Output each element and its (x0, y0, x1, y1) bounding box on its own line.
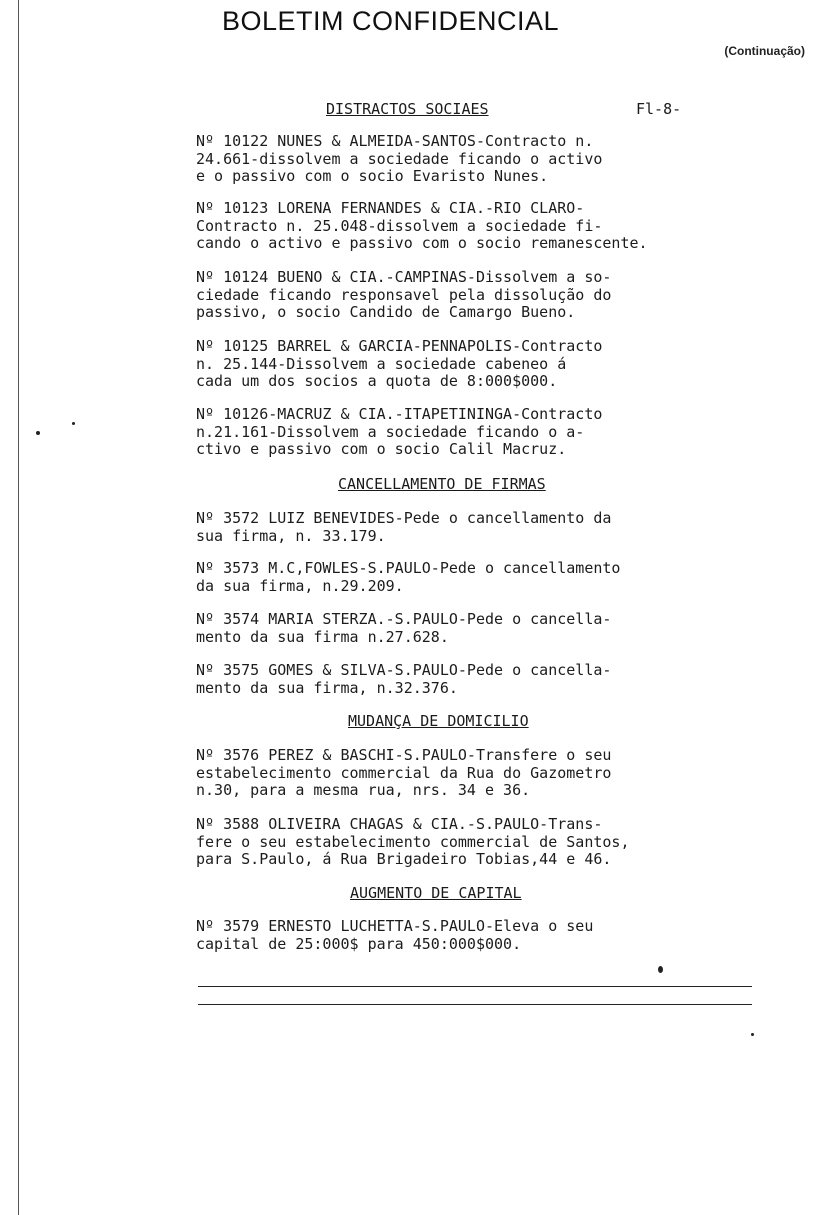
left-margin-line (18, 0, 19, 1215)
section-heading-cancellamento: CANCELLAMENTO DE FIRMAS (338, 475, 546, 493)
list-item: Nº 3579 ERNESTO LUCHETTA-S.PAULO-Eleva o seu capital de 25:000$ para 450:000$000. (196, 917, 594, 953)
list-item: Nº 3572 LUIZ BENEVIDES-Pede o cancellamento da sua firma, n. 33.179. (196, 509, 612, 545)
list-item: Nº 3576 PEREZ & BASCHI-S.PAULO-Transfere o seu estabelecimento commercial da Rua do Gazometro n.30, para a mesma rua, nrs. 34 e 36. (196, 746, 612, 799)
list-item: Nº 3575 GOMES & SILVA-S.PAULO-Pede o cancella- mento da sua firma, n.32.376. (196, 661, 612, 697)
list-item: Nº 10125 BARREL & GARCIA-PENNAPOLIS-Contracto n. 25.144-Dissolvem a sociedade cabeneo á cada um dos socios a quota de 8:000$000. (196, 337, 603, 390)
divider (198, 986, 752, 987)
list-item: Nº 3588 OLIVEIRA CHAGAS & CIA.-S.PAULO-Trans- fere o seu estabelecimento commercial de Santos, para S.Paulo, á Rua Brigadeiro Tobias,44 e 46. (196, 815, 630, 868)
list-item: Nº 3574 MARIA STERZA.-S.PAULO-Pede o cancella- mento da sua firma n.27.628. (196, 610, 612, 646)
scan-speck (658, 966, 663, 973)
list-item: Nº 10126-MACRUZ & CIA.-ITAPETININGA-Contracto n.21.161-Dissolvem a sociedade ficando o a- ctivo e passivo com o socio Calil Macruz. (196, 405, 603, 458)
page-title: BOLETIM CONFIDENCIAL (222, 6, 560, 36)
list-item: Nº 10123 LORENA FERNANDES & CIA.-RIO CLARO- Contracto n. 25.048-dissolvem a sociedade fi- cando o activo e passivo com o socio remanescente. (196, 199, 648, 252)
section-heading-augmento: AUGMENTO DE CAPITAL (350, 884, 522, 902)
divider (198, 1004, 752, 1005)
section-heading-mudanca: MUDANÇA DE DOMICILIO (348, 712, 529, 730)
list-item: Nº 10124 BUENO & CIA.-CAMPINAS-Dissolvem a so- ciedade ficando responsavel pela dissolução do passivo, o socio Candido de Camargo Bueno. (196, 268, 612, 321)
list-item: Nº 3573 M.C,FOWLES-S.PAULO-Pede o cancellamento da sua firma, n.29.209. (196, 559, 621, 595)
scan-speck (751, 1033, 754, 1036)
scan-speck (36, 431, 40, 435)
section-heading-distractos: DISTRACTOS SOCIAES (326, 100, 489, 118)
list-item: Nº 10122 NUNES & ALMEIDA-SANTOS-Contracto n. 24.661-dissolvem a sociedade ficando o activo e o passivo com o socio Evaristo Nunes. (196, 132, 603, 185)
scan-speck (72, 422, 75, 425)
continuation-label: (Continuação) (724, 44, 805, 58)
folio-number: Fl-8- (636, 100, 682, 118)
